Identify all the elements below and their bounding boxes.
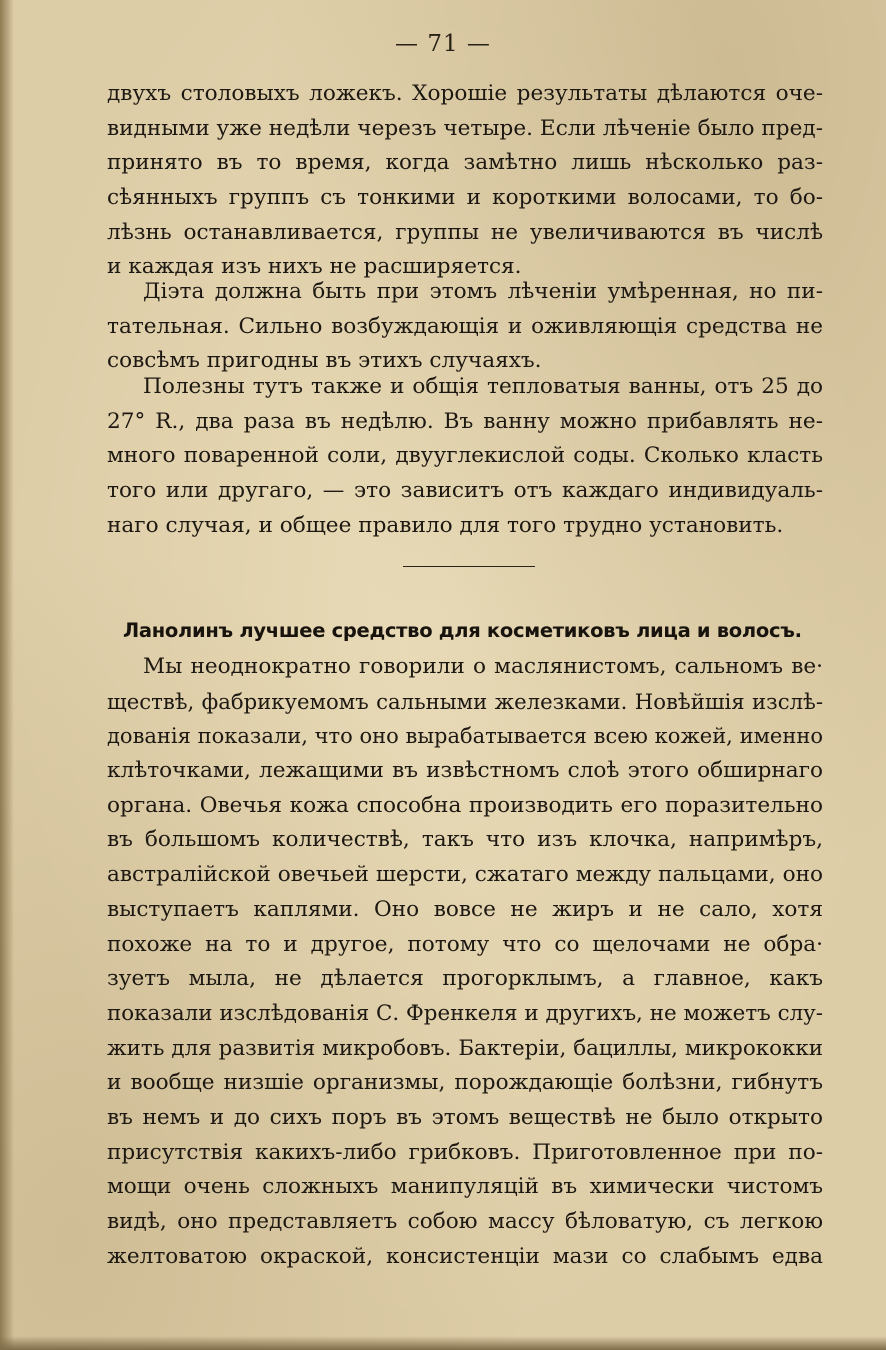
text-line: принято въ то время, когда замѣтно лишь нѣсколько раз-	[107, 150, 823, 176]
text-line: похоже на то и другое, потому что со щелочами не обра·	[107, 931, 823, 957]
text-line: видѣ, оно представляетъ собою массу бѣловатую, съ легкою	[107, 1209, 823, 1234]
text-line: зуетъ мыла, не дѣлается прогорклымъ, а главное, какъ	[107, 966, 823, 992]
paragraph-lanolin	[107, 650, 823, 1274]
text-line: много поваренной соли, двууглекислой соды. Сколько класть	[107, 443, 823, 469]
text-line: Мы неоднократно говорили о маслянистомъ, сальномъ ве·	[143, 654, 823, 679]
paragraph-dosage	[107, 77, 823, 285]
text-line: желтоватою окраской, консистенціи мази со слабымъ едва	[107, 1243, 823, 1269]
text-line: въ большомъ количествѣ, такъ что изъ клочка, напримѣръ,	[107, 827, 823, 853]
page-edge-bottom	[0, 1336, 886, 1350]
section-divider	[403, 566, 535, 567]
text-line: мощи очень сложныхъ манипуляцій въ химически чистомъ	[107, 1174, 823, 1200]
text-line: сѣянныхъ группъ съ тонкими и короткими волосами, то бо-	[107, 185, 823, 211]
text-line: того или другаго, — это зависитъ отъ каждаго индивидуаль-	[107, 478, 823, 504]
text-line: лѣзнь останавливается, группы не увеличиваются въ числѣ	[107, 219, 823, 245]
text-line: наго случая, и общее правило для того трудно установить.	[107, 512, 784, 538]
text-line: австралійской овечьей шерсти, сжатаго между пальцами, оно	[107, 862, 823, 888]
paragraph-baths	[107, 370, 823, 543]
text-line: выступаетъ каплями. Оно вовсе не жиръ и не сало, хотя	[107, 896, 823, 922]
text-line: ществѣ, фабрикуемомъ сальными железками. Новѣйшія изслѣ-	[107, 688, 823, 714]
paragraph-diet	[107, 275, 823, 379]
text-line: и каждая изъ нихъ не расширяется.	[107, 254, 522, 280]
text-line: двухъ столовыхъ ложекъ. Хорошіе результаты дѣлаются оче-	[107, 81, 823, 106]
text-line: совсѣмъ пригодны въ этихъ случаяхъ.	[107, 348, 542, 374]
text-line: присутствія какихъ-либо грибковъ. Приготовленное при по-	[107, 1139, 823, 1165]
page-edge-left	[0, 0, 14, 1350]
text-line: органа. Овечья кожа способна производить его поразительно	[107, 792, 823, 818]
text-line: тательная. Сильно возбуждающія и оживляющія средства не	[107, 313, 823, 339]
text-line: клѣточками, лежащими въ извѣстномъ слоѣ этого обширнаго	[107, 758, 823, 784]
text-line: видными уже недѣли черезъ четыре. Если лѣченіе было пред-	[107, 115, 823, 141]
text-line: и вообще низшіе организмы, порождающіе болѣзни, гибнутъ	[107, 1070, 823, 1096]
text-line: жить для развитія микробовъ. Бактеріи, бациллы, микрококки	[107, 1035, 823, 1061]
text-line: 27° R., два раза въ недѣлю. Въ ванну можно прибавлять не-	[107, 408, 823, 434]
text-line: Діэта должна быть при этомъ лѣченіи умѣренная, но пи-	[143, 279, 823, 304]
page-number: — 71 —	[395, 31, 491, 57]
text-line: дованія показали, что оно вырабатывается всею кожей, именно	[107, 724, 823, 749]
section-heading: Ланолинъ лучшее средство для косметиковъ лица и волосъ.	[123, 619, 802, 642]
text-line: въ немъ и до сихъ поръ въ этомъ веществѣ не было открыто	[107, 1104, 823, 1130]
text-line: показали изслѣдованія С. Френкеля и другихъ, не можетъ слу-	[107, 1000, 823, 1026]
text-line: Полезны тутъ также и общія тепловатыя ванны, отъ 25 до	[143, 374, 823, 399]
